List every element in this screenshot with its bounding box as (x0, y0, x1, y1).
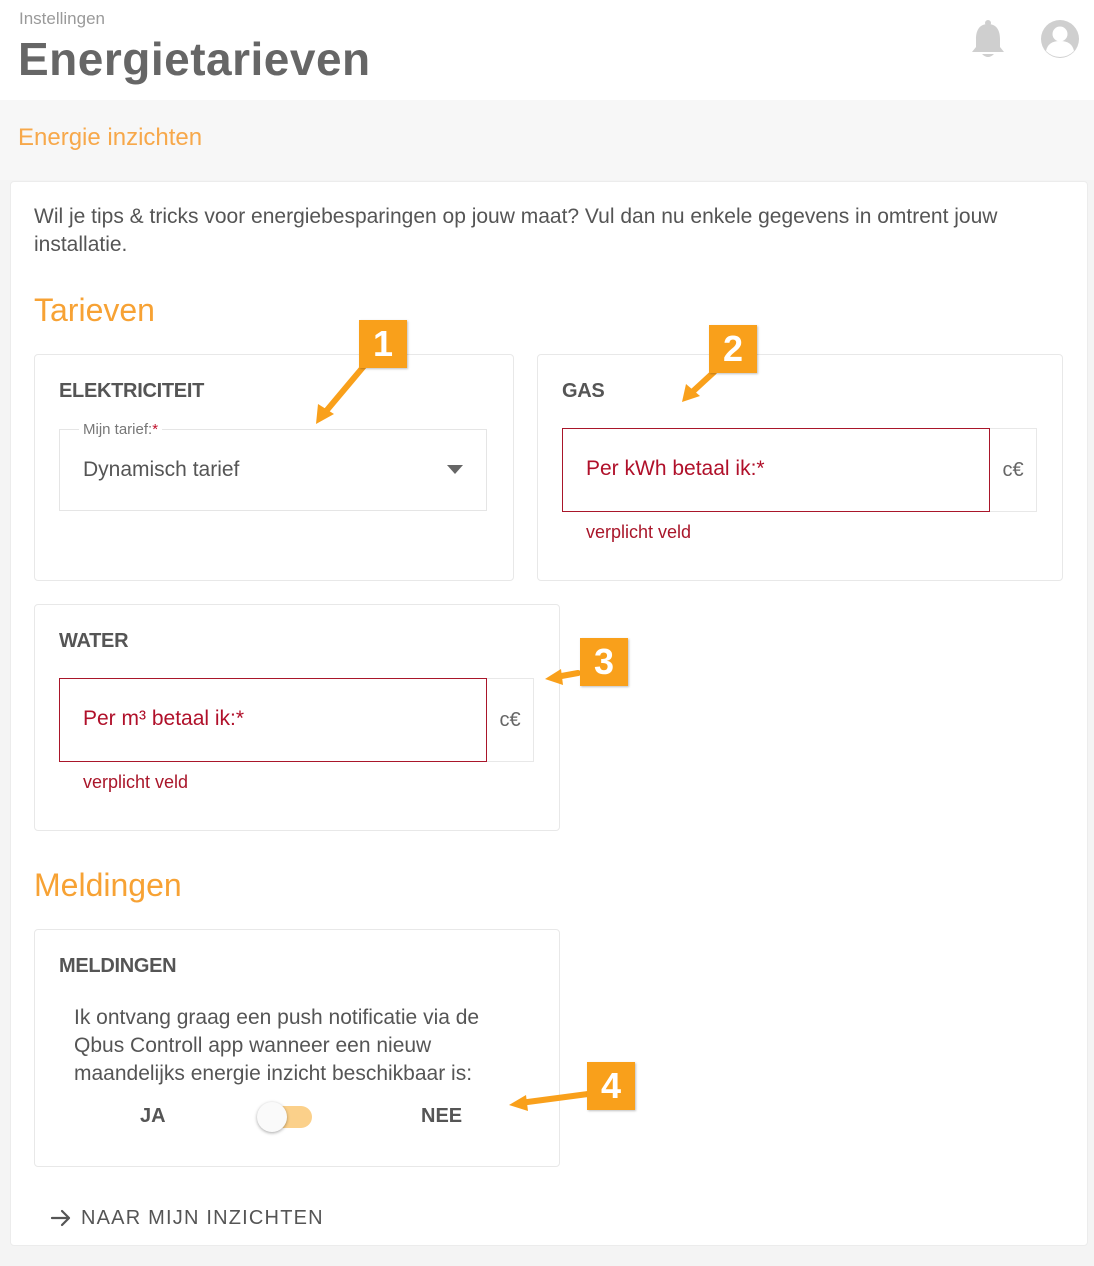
panel-title-meldingen: MELDINGEN (59, 955, 177, 977)
section-title-tarieven: Tarieven (34, 292, 155, 328)
water-price-placeholder: Per m³ betaal ik:* (83, 707, 245, 730)
panel-title-gas: GAS (562, 380, 605, 402)
breadcrumb[interactable]: Instellingen (19, 9, 106, 28)
annotation-marker-2: 2 (709, 325, 757, 373)
panel-title-water: WATER (59, 630, 129, 652)
toggle-label-ja: JA (140, 1105, 166, 1127)
naar-mijn-inzichten-label: NAAR MIJN INZICHTEN (81, 1207, 324, 1229)
tab-energie-inzichten[interactable]: Energie inzichten (18, 124, 203, 151)
water-unit: c€ (487, 678, 534, 762)
annotation-marker-4: 4 (587, 1062, 635, 1110)
panel-title-elektriciteit: ELEKTRICITEIT (59, 380, 204, 402)
intro-text: Wil je tips & tricks voor energiebesparingen op jouw maat? Vul dan nu enkele gegevens in omtrent jouw installatie. (34, 205, 998, 256)
gas-error-text: verplicht veld (586, 522, 692, 542)
annotation-marker-1: 1 (359, 320, 407, 368)
toggle-label-nee: NEE (421, 1105, 463, 1127)
notification-description: Ik ontvang graag een push notificatie via de Qbus Controll app wanneer een nieuw maandelijks energie inzicht beschikbaar is: (74, 1006, 480, 1085)
section-title-meldingen: Meldingen (34, 867, 182, 903)
annotation-marker-3: 3 (580, 638, 628, 686)
gas-unit: c€ (990, 428, 1037, 512)
page-title: Energietarieven (18, 33, 371, 85)
tarief-select-label: Mijn tarief:* (79, 421, 162, 438)
tarief-select-value: Dynamisch tarief (83, 458, 240, 481)
gas-price-placeholder: Per kWh betaal ik:* (586, 457, 765, 480)
required-mark: * (152, 421, 159, 438)
water-error-text: verplicht veld (83, 772, 189, 792)
